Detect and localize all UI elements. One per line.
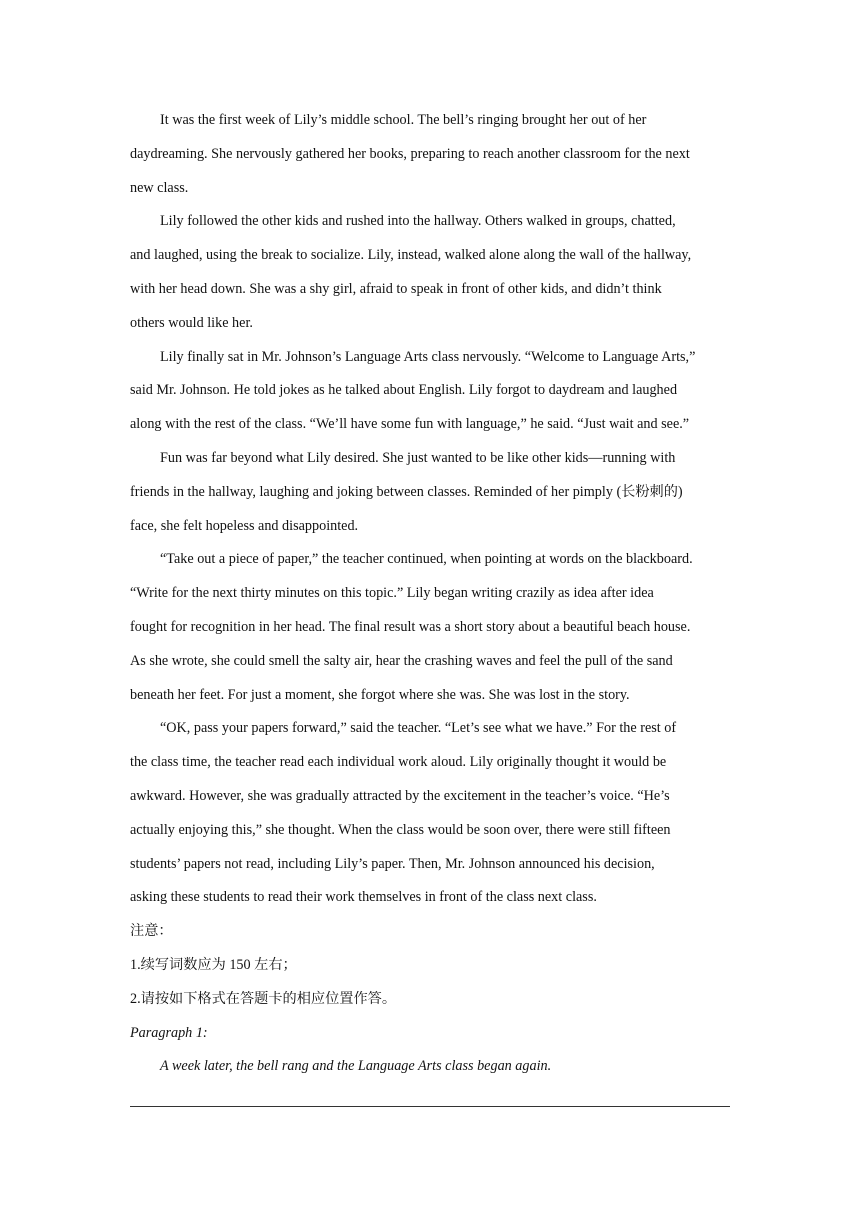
story-line: fought for recognition in her head. The final result was a short story about a beautiful beach house. xyxy=(130,618,691,635)
story-line: with her head down. She was a shy girl, afraid to speak in front of other kids, and didn’t think xyxy=(130,280,662,297)
story-line: Lily followed the other kids and rushed into the hallway. Others walked in groups, chatted, xyxy=(160,213,676,230)
story-line: Fun was far beyond what Lily desired. She just wanted to be like other kids—running with xyxy=(160,449,676,466)
story-line: face, she felt hopeless and disappointed. xyxy=(130,517,359,534)
story-line: along with the rest of the class. “We’ll have some fun with language,” he said. “Just wait and see.” xyxy=(130,416,690,433)
story-line: others would like her. xyxy=(130,314,253,331)
story-line: awkward. However, she was gradually attracted by the excitement in the teacher’s voice. “He’s xyxy=(130,787,670,804)
story-line: said Mr. Johnson. He told jokes as he talked about English. Lily forgot to daydream and laughed xyxy=(130,382,678,399)
story-line: actually enjoying this,” she thought. When the class would be soon over, there were still fifteen xyxy=(130,821,671,838)
note-answer-format: 2.请按如下格式在答题卡的相应位置作答。 xyxy=(130,990,397,1007)
story-line: new class. xyxy=(130,179,189,196)
paragraph-label: Paragraph 1: xyxy=(130,1024,208,1041)
story-line: daydreaming. She nervously gathered her books, preparing to reach another classroom for the next xyxy=(130,145,690,162)
story-line: “OK, pass your papers forward,” said the teacher. “Let’s see what we have.” For the rest of xyxy=(160,720,677,737)
notes-title: 注意： xyxy=(130,923,173,940)
story-line: asking these students to read their work themselves in front of the class next class. xyxy=(130,889,597,906)
story-line: the class time, the teacher read each individual work aloud. Lily originally thought it would be xyxy=(130,754,667,771)
paragraph-opening-sentence: A week later, the bell rang and the Language Arts class began again. xyxy=(160,1058,552,1075)
story-line: “Write for the next thirty minutes on this topic.” Lily began writing crazily as idea after idea xyxy=(130,585,654,602)
story-line: It was the first week of Lily’s middle school. The bell’s ringing brought her out of her xyxy=(160,112,647,128)
document-page xyxy=(130,104,730,1084)
story-line: beneath her feet. For just a moment, she forgot where she was. She was lost in the story. xyxy=(130,686,630,703)
story-line: “Take out a piece of paper,” the teacher continued, when pointing at words on the blackboard. xyxy=(160,551,693,568)
story-line: friends in the hallway, laughing and joking between classes. Reminded of her pimply (长粉刺的) xyxy=(130,483,683,500)
note-word-count: 1.续写词数应为 150 左右； xyxy=(130,956,297,973)
story-line: Lily finally sat in Mr. Johnson’s Language Arts class nervously. “Welcome to Language Arts,” xyxy=(160,348,696,365)
story-line: students’ papers not read, including Lily’s paper. Then, Mr. Johnson announced his decision, xyxy=(130,855,655,872)
answer-writing-line xyxy=(130,1106,730,1107)
story-line: and laughed, using the break to socialize. Lily, instead, walked alone along the wall of the hallway, xyxy=(130,247,692,264)
story-line: As she wrote, she could smell the salty air, hear the crashing waves and feel the pull of the sand xyxy=(130,652,673,669)
